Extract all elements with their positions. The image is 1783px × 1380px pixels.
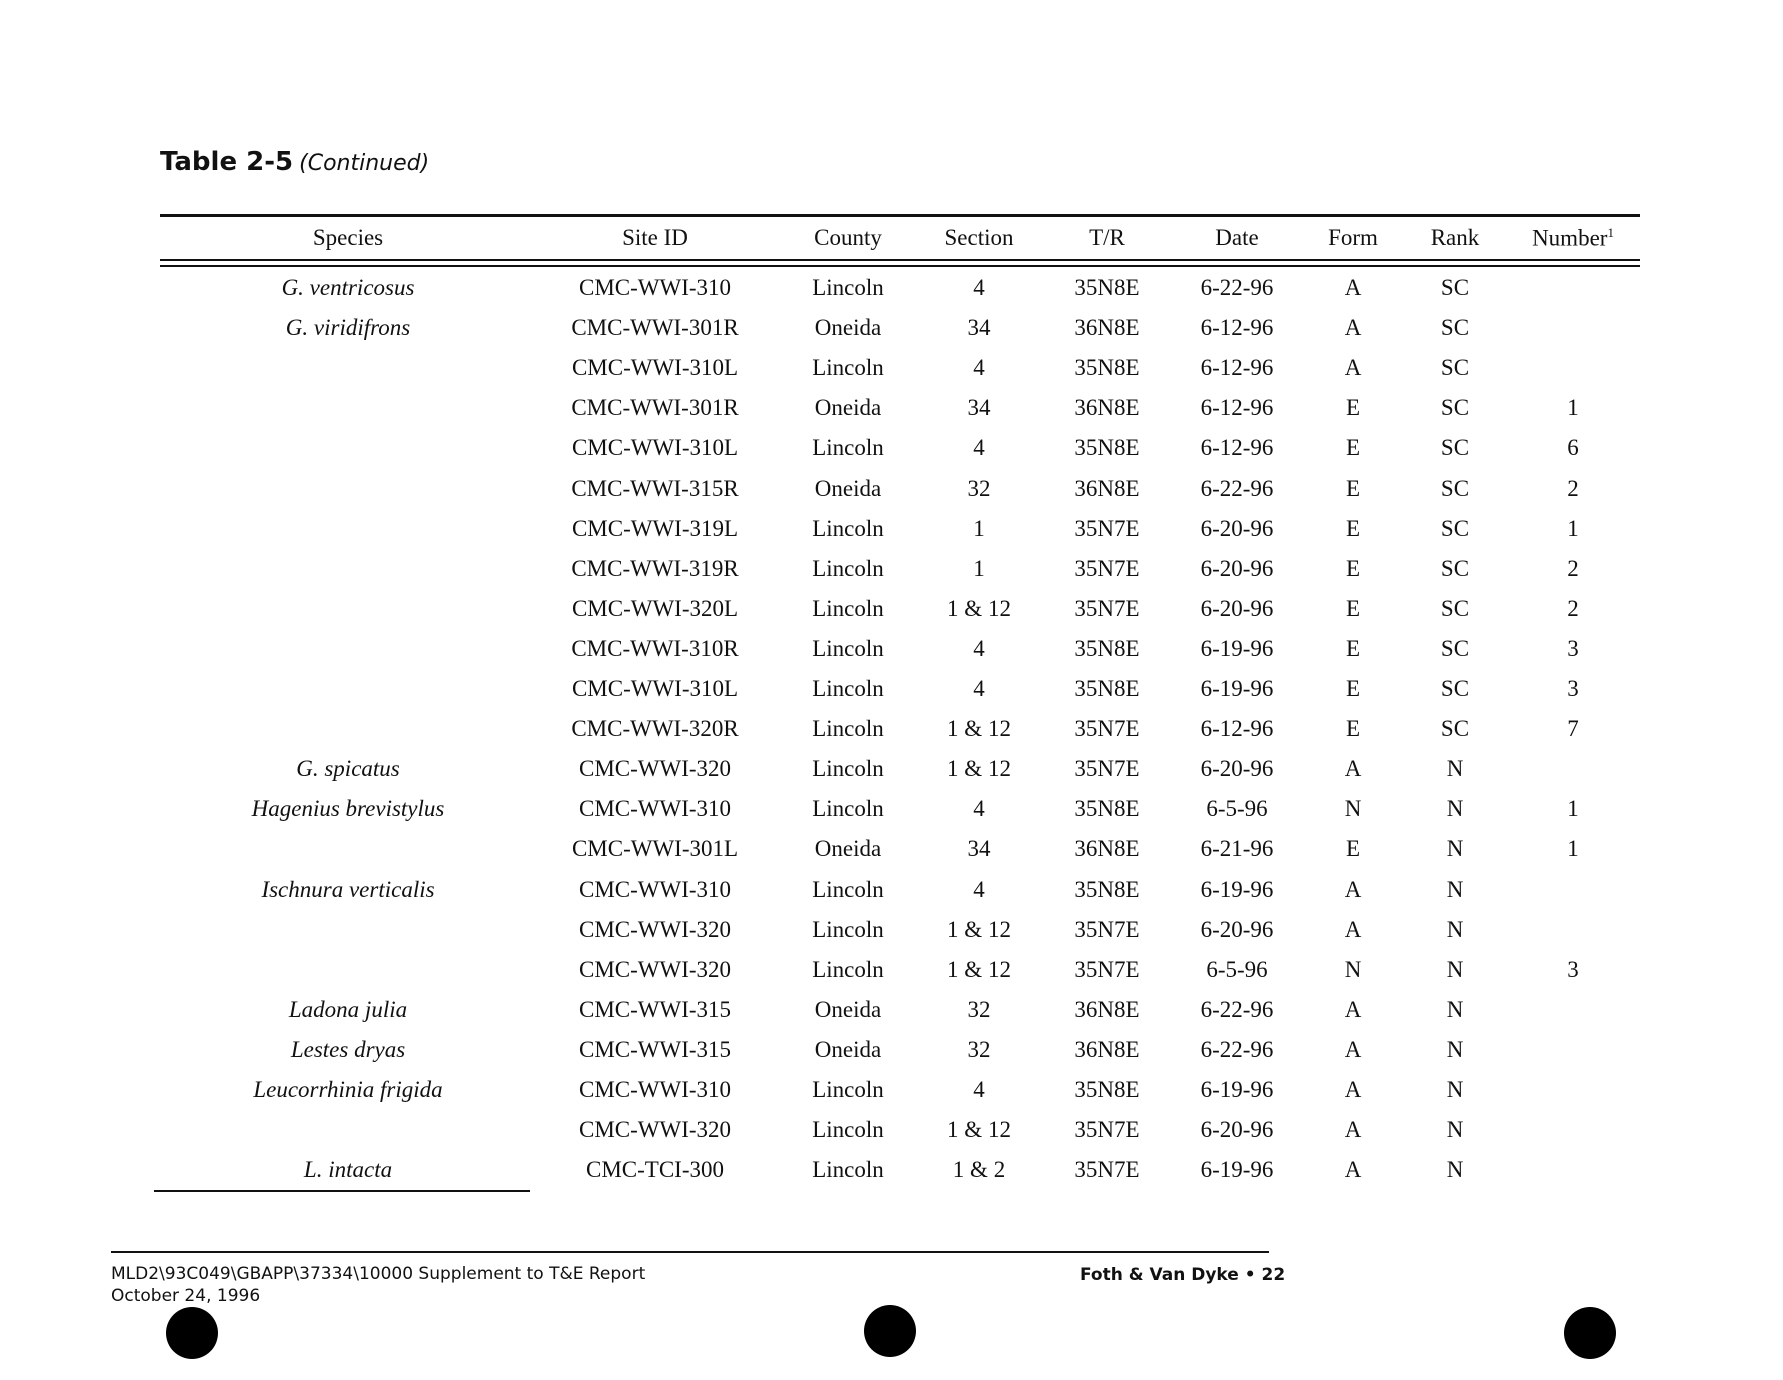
cell-form: E <box>1345 676 1361 701</box>
cell-date: 6-19-96 <box>1200 876 1274 902</box>
cell-county: Lincoln <box>812 555 884 581</box>
cell-section: 1 & 12 <box>947 1117 1011 1143</box>
cell-section: 1 & 12 <box>947 916 1011 942</box>
header-date: Date <box>1215 225 1259 250</box>
cell-tr: 36N8E <box>1074 395 1140 421</box>
cell-county: Oneida <box>814 1036 882 1062</box>
cell-section: 4 <box>973 355 985 381</box>
cell-site-id: CMC-WWI-310L <box>571 676 739 701</box>
cell-form: A <box>1344 1117 1362 1143</box>
cell-site-id: CMC-WWI-319R <box>571 555 739 581</box>
header-bottom-rule-1 <box>160 259 1640 261</box>
cell-site-id: CMC-WWI-320 <box>578 756 732 782</box>
cell-tr: 35N8E <box>1074 796 1140 822</box>
cell-rank: N <box>1446 796 1464 822</box>
cell-site-id: CMC-WWI-319L <box>571 515 739 541</box>
cell-rank: N <box>1446 756 1464 782</box>
cell-date: 6-5-96 <box>1206 796 1268 822</box>
cell-form: E <box>1345 515 1361 541</box>
cell-county: Oneida <box>814 315 882 341</box>
table-title-main: Table 2-5 <box>160 147 294 177</box>
cell-form: A <box>1344 756 1362 782</box>
cell-date: 6-12-96 <box>1200 355 1274 381</box>
cell-rank: N <box>1446 956 1464 982</box>
header-rank: Rank <box>1430 225 1480 250</box>
cell-rank: SC <box>1440 475 1470 501</box>
cell-date: 6-19-96 <box>1200 635 1274 661</box>
cell-date: 6-20-96 <box>1200 916 1274 942</box>
cell-site-id: CMC-WWI-310 <box>578 876 732 902</box>
cell-date: 6-22-96 <box>1200 996 1274 1022</box>
cell-site-id: CMC-WWI-315 <box>578 1036 732 1062</box>
cell-species: Leucorrhinia frigida <box>253 1077 443 1102</box>
cell-form: E <box>1345 635 1361 661</box>
cell-form: A <box>1344 315 1362 341</box>
cell-rank: SC <box>1440 595 1470 621</box>
cell-county: Lincoln <box>812 1117 884 1143</box>
cell-date: 6-20-96 <box>1200 1117 1274 1143</box>
cell-section: 4 <box>973 635 985 661</box>
header-county: County <box>814 225 882 250</box>
cell-tr: 35N8E <box>1074 876 1140 902</box>
cell-form: E <box>1345 595 1361 621</box>
header-number <box>1532 225 1614 252</box>
cell-site-id: CMC-WWI-320R <box>571 716 739 742</box>
cell-date: 6-19-96 <box>1200 676 1274 701</box>
cell-section: 1 <box>973 555 985 581</box>
cell-county: Lincoln <box>812 1157 884 1183</box>
punch-hole-left <box>166 1307 218 1359</box>
cell-tr: 35N7E <box>1074 595 1140 621</box>
cell-date: 6-12-96 <box>1200 315 1274 341</box>
cell-form: E <box>1345 395 1361 421</box>
cell-number: 1 <box>1567 796 1579 822</box>
cell-tr: 35N8E <box>1074 435 1140 461</box>
cell-number: 3 <box>1567 956 1579 982</box>
cell-section: 32 <box>967 1036 991 1062</box>
header-number-label: Number <box>1532 225 1608 251</box>
cell-number: 3 <box>1567 676 1579 701</box>
cell-county: Oneida <box>814 836 882 862</box>
cell-tr: 36N8E <box>1074 1036 1140 1062</box>
cell-tr: 35N8E <box>1074 355 1140 381</box>
cell-form: A <box>1344 1036 1362 1062</box>
cell-form: N <box>1344 956 1362 982</box>
cell-county: Lincoln <box>812 595 884 621</box>
cell-species: Ladona julia <box>288 996 408 1022</box>
cell-site-id: CMC-WWI-320 <box>578 956 732 982</box>
cell-section: 1 & 12 <box>947 956 1011 982</box>
cell-county: Lincoln <box>812 716 884 742</box>
cell-site-id: CMC-WWI-301R <box>571 395 739 421</box>
cell-county: Oneida <box>814 996 882 1022</box>
cell-date: 6-12-96 <box>1200 395 1274 421</box>
header-form: Form <box>1328 225 1378 250</box>
cell-tr: 36N8E <box>1074 315 1140 341</box>
cell-county: Lincoln <box>812 275 884 300</box>
cell-form: A <box>1344 916 1362 942</box>
cell-county: Lincoln <box>812 1077 884 1102</box>
cell-site-id: CMC-WWI-301L <box>571 836 739 862</box>
cell-rank: N <box>1446 1117 1464 1143</box>
cell-species: Ischnura verticalis <box>261 876 435 902</box>
cell-tr: 35N7E <box>1074 916 1140 942</box>
cell-site-id: CMC-WWI-310 <box>578 796 732 822</box>
header-bottom-rule-2 <box>160 265 1640 267</box>
cell-form: A <box>1344 1157 1362 1183</box>
cell-rank: SC <box>1440 435 1470 461</box>
cell-section: 34 <box>967 315 991 341</box>
cell-site-id: CMC-WWI-320 <box>578 916 732 942</box>
cell-county: Oneida <box>814 395 882 421</box>
cell-tr: 35N8E <box>1074 676 1140 701</box>
cell-form: E <box>1345 435 1361 461</box>
cell-section: 4 <box>973 275 985 300</box>
cell-date: 6-19-96 <box>1200 1157 1274 1183</box>
cell-form: A <box>1344 1077 1362 1102</box>
cell-date: 6-20-96 <box>1200 756 1274 782</box>
table-title-sub: (Continued) <box>299 151 430 176</box>
cell-site-id: CMC-WWI-310L <box>571 435 739 461</box>
cell-county: Lincoln <box>812 515 884 541</box>
cell-tr: 36N8E <box>1074 475 1140 501</box>
cell-site-id: CMC-WWI-310 <box>578 1077 732 1102</box>
footer-left <box>111 1263 645 1307</box>
cell-form: E <box>1345 836 1361 862</box>
cell-site-id: CMC-WWI-301R <box>571 315 739 341</box>
punch-hole-right <box>1564 1307 1616 1359</box>
table-title <box>160 147 429 177</box>
cell-species: G. ventricosus <box>281 275 415 300</box>
cell-date: 6-21-96 <box>1200 836 1274 862</box>
cell-date: 6-12-96 <box>1200 435 1274 461</box>
cell-tr: 35N7E <box>1074 515 1140 541</box>
cell-number: 1 <box>1567 836 1579 862</box>
cell-number: 2 <box>1567 475 1579 501</box>
cell-tr: 35N8E <box>1074 635 1140 661</box>
cell-section: 32 <box>967 996 991 1022</box>
cell-section: 1 & 12 <box>947 756 1011 782</box>
cell-rank: SC <box>1440 716 1470 742</box>
cell-date: 6-20-96 <box>1200 595 1274 621</box>
cell-site-id: CMC-WWI-320L <box>571 595 739 621</box>
footer-company-page: Foth & Van Dyke • 22 <box>1080 1265 1286 1285</box>
cell-tr: 35N7E <box>1074 716 1140 742</box>
cell-date: 6-19-96 <box>1200 1077 1274 1102</box>
cell-date: 6-5-96 <box>1206 956 1268 982</box>
cell-tr: 36N8E <box>1074 996 1140 1022</box>
cell-site-id: CMC-WWI-315R <box>571 475 739 501</box>
footer-rule <box>111 1251 1269 1253</box>
header-tr: T/R <box>1089 225 1125 250</box>
cell-rank: N <box>1446 876 1464 902</box>
cell-rank: SC <box>1440 555 1470 581</box>
cell-number: 6 <box>1567 435 1579 461</box>
cell-tr: 35N7E <box>1074 555 1140 581</box>
cell-species: L. intacta <box>303 1157 393 1183</box>
cell-tr: 35N8E <box>1074 275 1140 300</box>
cell-site-id: CMC-WWI-320 <box>578 1117 732 1143</box>
cell-rank: SC <box>1440 395 1470 421</box>
cell-section: 4 <box>973 676 985 701</box>
cell-section: 1 & 12 <box>947 716 1011 742</box>
cell-section: 4 <box>973 796 985 822</box>
cell-rank: SC <box>1440 355 1470 381</box>
cell-site-id: CMC-WWI-315 <box>578 996 732 1022</box>
cell-tr: 35N7E <box>1074 1117 1140 1143</box>
header-number-footnote: 1 <box>1607 225 1614 240</box>
cell-date: 6-12-96 <box>1200 716 1274 742</box>
cell-tr: 35N7E <box>1074 756 1140 782</box>
cell-form: A <box>1344 355 1362 381</box>
cell-rank: N <box>1446 1157 1464 1183</box>
cell-county: Lincoln <box>812 956 884 982</box>
cell-rank: N <box>1446 836 1464 862</box>
cell-species: G. viridifrons <box>285 315 411 341</box>
cell-species: G. spicatus <box>296 756 400 782</box>
cell-tr: 35N7E <box>1074 1157 1140 1183</box>
cell-section: 1 & 2 <box>952 1157 1006 1183</box>
cell-date: 6-22-96 <box>1200 1036 1274 1062</box>
cell-county: Lincoln <box>812 635 884 661</box>
cell-tr: 35N7E <box>1074 956 1140 982</box>
cell-number: 2 <box>1567 595 1579 621</box>
cell-rank: N <box>1446 1036 1464 1062</box>
cell-species: Lestes dryas <box>290 1036 406 1062</box>
cell-rank: SC <box>1440 635 1470 661</box>
cell-county: Lincoln <box>812 796 884 822</box>
cell-site-id: CMC-TCI-300 <box>586 1157 724 1183</box>
cell-section: 34 <box>967 836 991 862</box>
cell-county: Lincoln <box>812 355 884 381</box>
cell-rank: SC <box>1440 676 1470 701</box>
cell-number: 2 <box>1567 555 1579 581</box>
cell-form: N <box>1344 796 1362 822</box>
cell-rank: N <box>1446 916 1464 942</box>
cell-section: 32 <box>967 475 991 501</box>
cell-section: 4 <box>973 876 985 902</box>
footer-date: October 24, 1996 <box>111 1286 261 1306</box>
header-species: Species <box>312 225 384 250</box>
cell-number: 7 <box>1567 716 1579 742</box>
cell-section: 1 & 12 <box>947 595 1011 621</box>
cell-form: E <box>1345 475 1361 501</box>
cell-rank: N <box>1446 996 1464 1022</box>
cell-county: Oneida <box>814 475 882 501</box>
cell-tr: 35N8E <box>1074 1077 1140 1102</box>
cell-site-id: CMC-WWI-310 <box>578 275 732 300</box>
cell-date: 6-22-96 <box>1200 275 1274 300</box>
cell-county: Lincoln <box>812 756 884 782</box>
cell-form: A <box>1344 876 1362 902</box>
table-bottom-rule <box>154 1190 530 1192</box>
cell-form: E <box>1345 716 1361 742</box>
cell-form: E <box>1345 555 1361 581</box>
cell-county: Lincoln <box>812 876 884 902</box>
cell-section: 4 <box>973 1077 985 1102</box>
cell-number: 1 <box>1567 395 1579 421</box>
cell-section: 1 <box>973 515 985 541</box>
cell-rank: SC <box>1440 315 1470 341</box>
cell-rank: SC <box>1440 515 1470 541</box>
cell-county: Lincoln <box>812 916 884 942</box>
cell-date: 6-20-96 <box>1200 555 1274 581</box>
cell-date: 6-22-96 <box>1200 475 1274 501</box>
cell-form: A <box>1344 275 1362 300</box>
cell-species: Hagenius brevistylus <box>251 796 445 822</box>
cell-number: 1 <box>1567 515 1579 541</box>
cell-rank: N <box>1446 1077 1464 1102</box>
cell-form: A <box>1344 996 1362 1022</box>
cell-number: 3 <box>1567 635 1579 661</box>
cell-section: 4 <box>973 435 985 461</box>
cell-section: 34 <box>967 395 991 421</box>
cell-site-id: CMC-WWI-310R <box>571 635 739 661</box>
header-top-rule <box>160 214 1640 217</box>
cell-site-id: CMC-WWI-310L <box>571 355 739 381</box>
header-site-id: Site ID <box>622 225 688 250</box>
cell-rank: SC <box>1440 275 1470 300</box>
punch-hole-center <box>864 1305 916 1357</box>
footer-path: MLD2\93C049\GBAPP\37334\10000 Supplement to T&E Report <box>111 1264 646 1284</box>
cell-county: Lincoln <box>812 435 884 461</box>
header-section: Section <box>944 225 1014 250</box>
cell-date: 6-20-96 <box>1200 515 1274 541</box>
cell-county: Lincoln <box>812 676 884 701</box>
cell-tr: 36N8E <box>1074 836 1140 862</box>
